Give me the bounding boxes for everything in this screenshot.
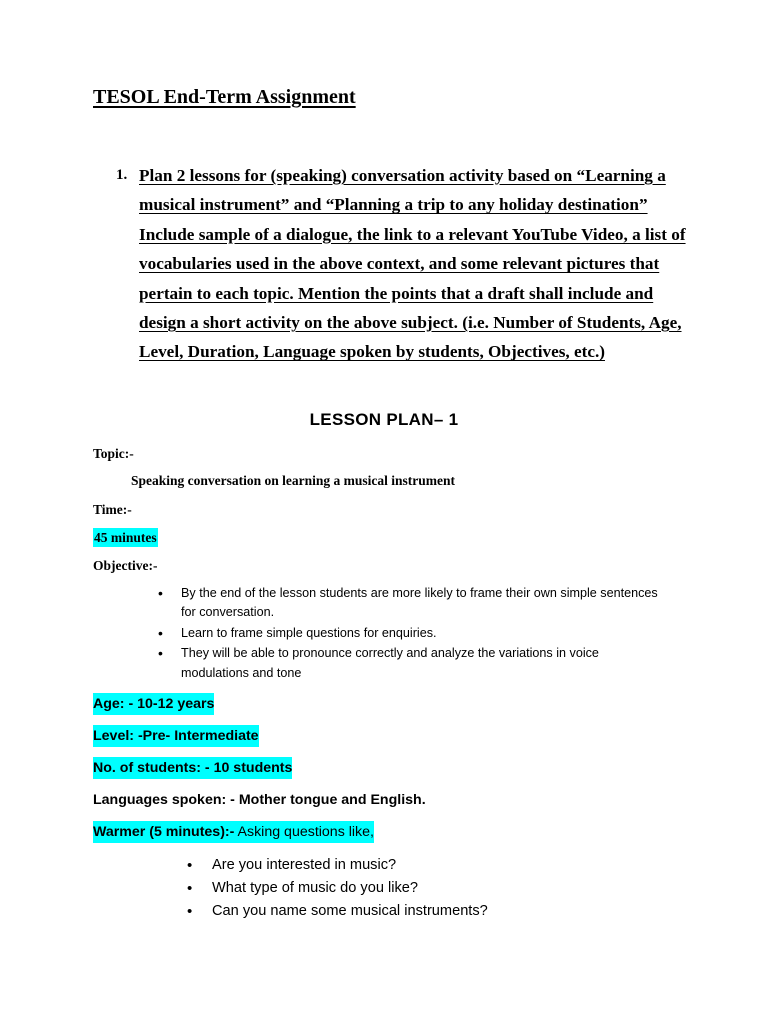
list-item: • By the end of the lesson students are more likely to frame their own simple sentences for conversation.	[150, 584, 670, 623]
time-value: 45 minutes	[94, 530, 157, 545]
list-item: • Are you interested in music?	[182, 854, 488, 877]
languages-line: Languages spoken: - Mother tongue and English.	[93, 792, 426, 808]
warmer-line	[93, 821, 374, 843]
warmer-questions-list	[182, 854, 488, 923]
list-item: • Learn to frame simple questions for enquiries.	[150, 624, 670, 643]
students-line: No. of students: - 10 students	[93, 757, 292, 779]
document-title: TESOL End-Term Assignment	[93, 86, 356, 108]
warmer-label: Warmer (5 minutes):-	[93, 824, 235, 840]
lesson-plan-title: LESSON PLAN– 1	[309, 410, 459, 429]
level-line: Level: -Pre- Intermediate	[93, 725, 259, 747]
age-line: Age: - 10-12 years	[93, 693, 214, 715]
list-item: • They will be able to pronounce correctly and analyze the variations in voice modulations and tone	[150, 644, 670, 683]
time-label: Time:-	[93, 502, 132, 517]
topic-text: Speaking conversation on learning a musical instrument	[131, 473, 456, 488]
list-item: • What type of music do you like?	[182, 877, 488, 900]
warmer-text: Asking questions like,	[234, 824, 374, 840]
topic-label: Topic:-	[93, 446, 134, 461]
objectives-list	[150, 584, 670, 684]
list-item: • Can you name some musical instruments?	[182, 900, 488, 923]
objective-label: Objective:-	[93, 558, 158, 573]
question-number: 1.	[116, 167, 128, 183]
question-text: Plan 2 lessons for (speaking) conversation activity based on “Learning a musical instrument” and “Planning a trip to any holiday destination” Include sample of a dialogue, the link to a relevant YouTube Video, a list of vocabularies used in the above context, and some relevant pictures that pertain to each topic. Mention the points that a draft shall include and design a short activity on the above subject. (i.e. Number of Students, Age, Level, Duration, Language spoken by students, Objectives, etc.)	[139, 166, 686, 362]
